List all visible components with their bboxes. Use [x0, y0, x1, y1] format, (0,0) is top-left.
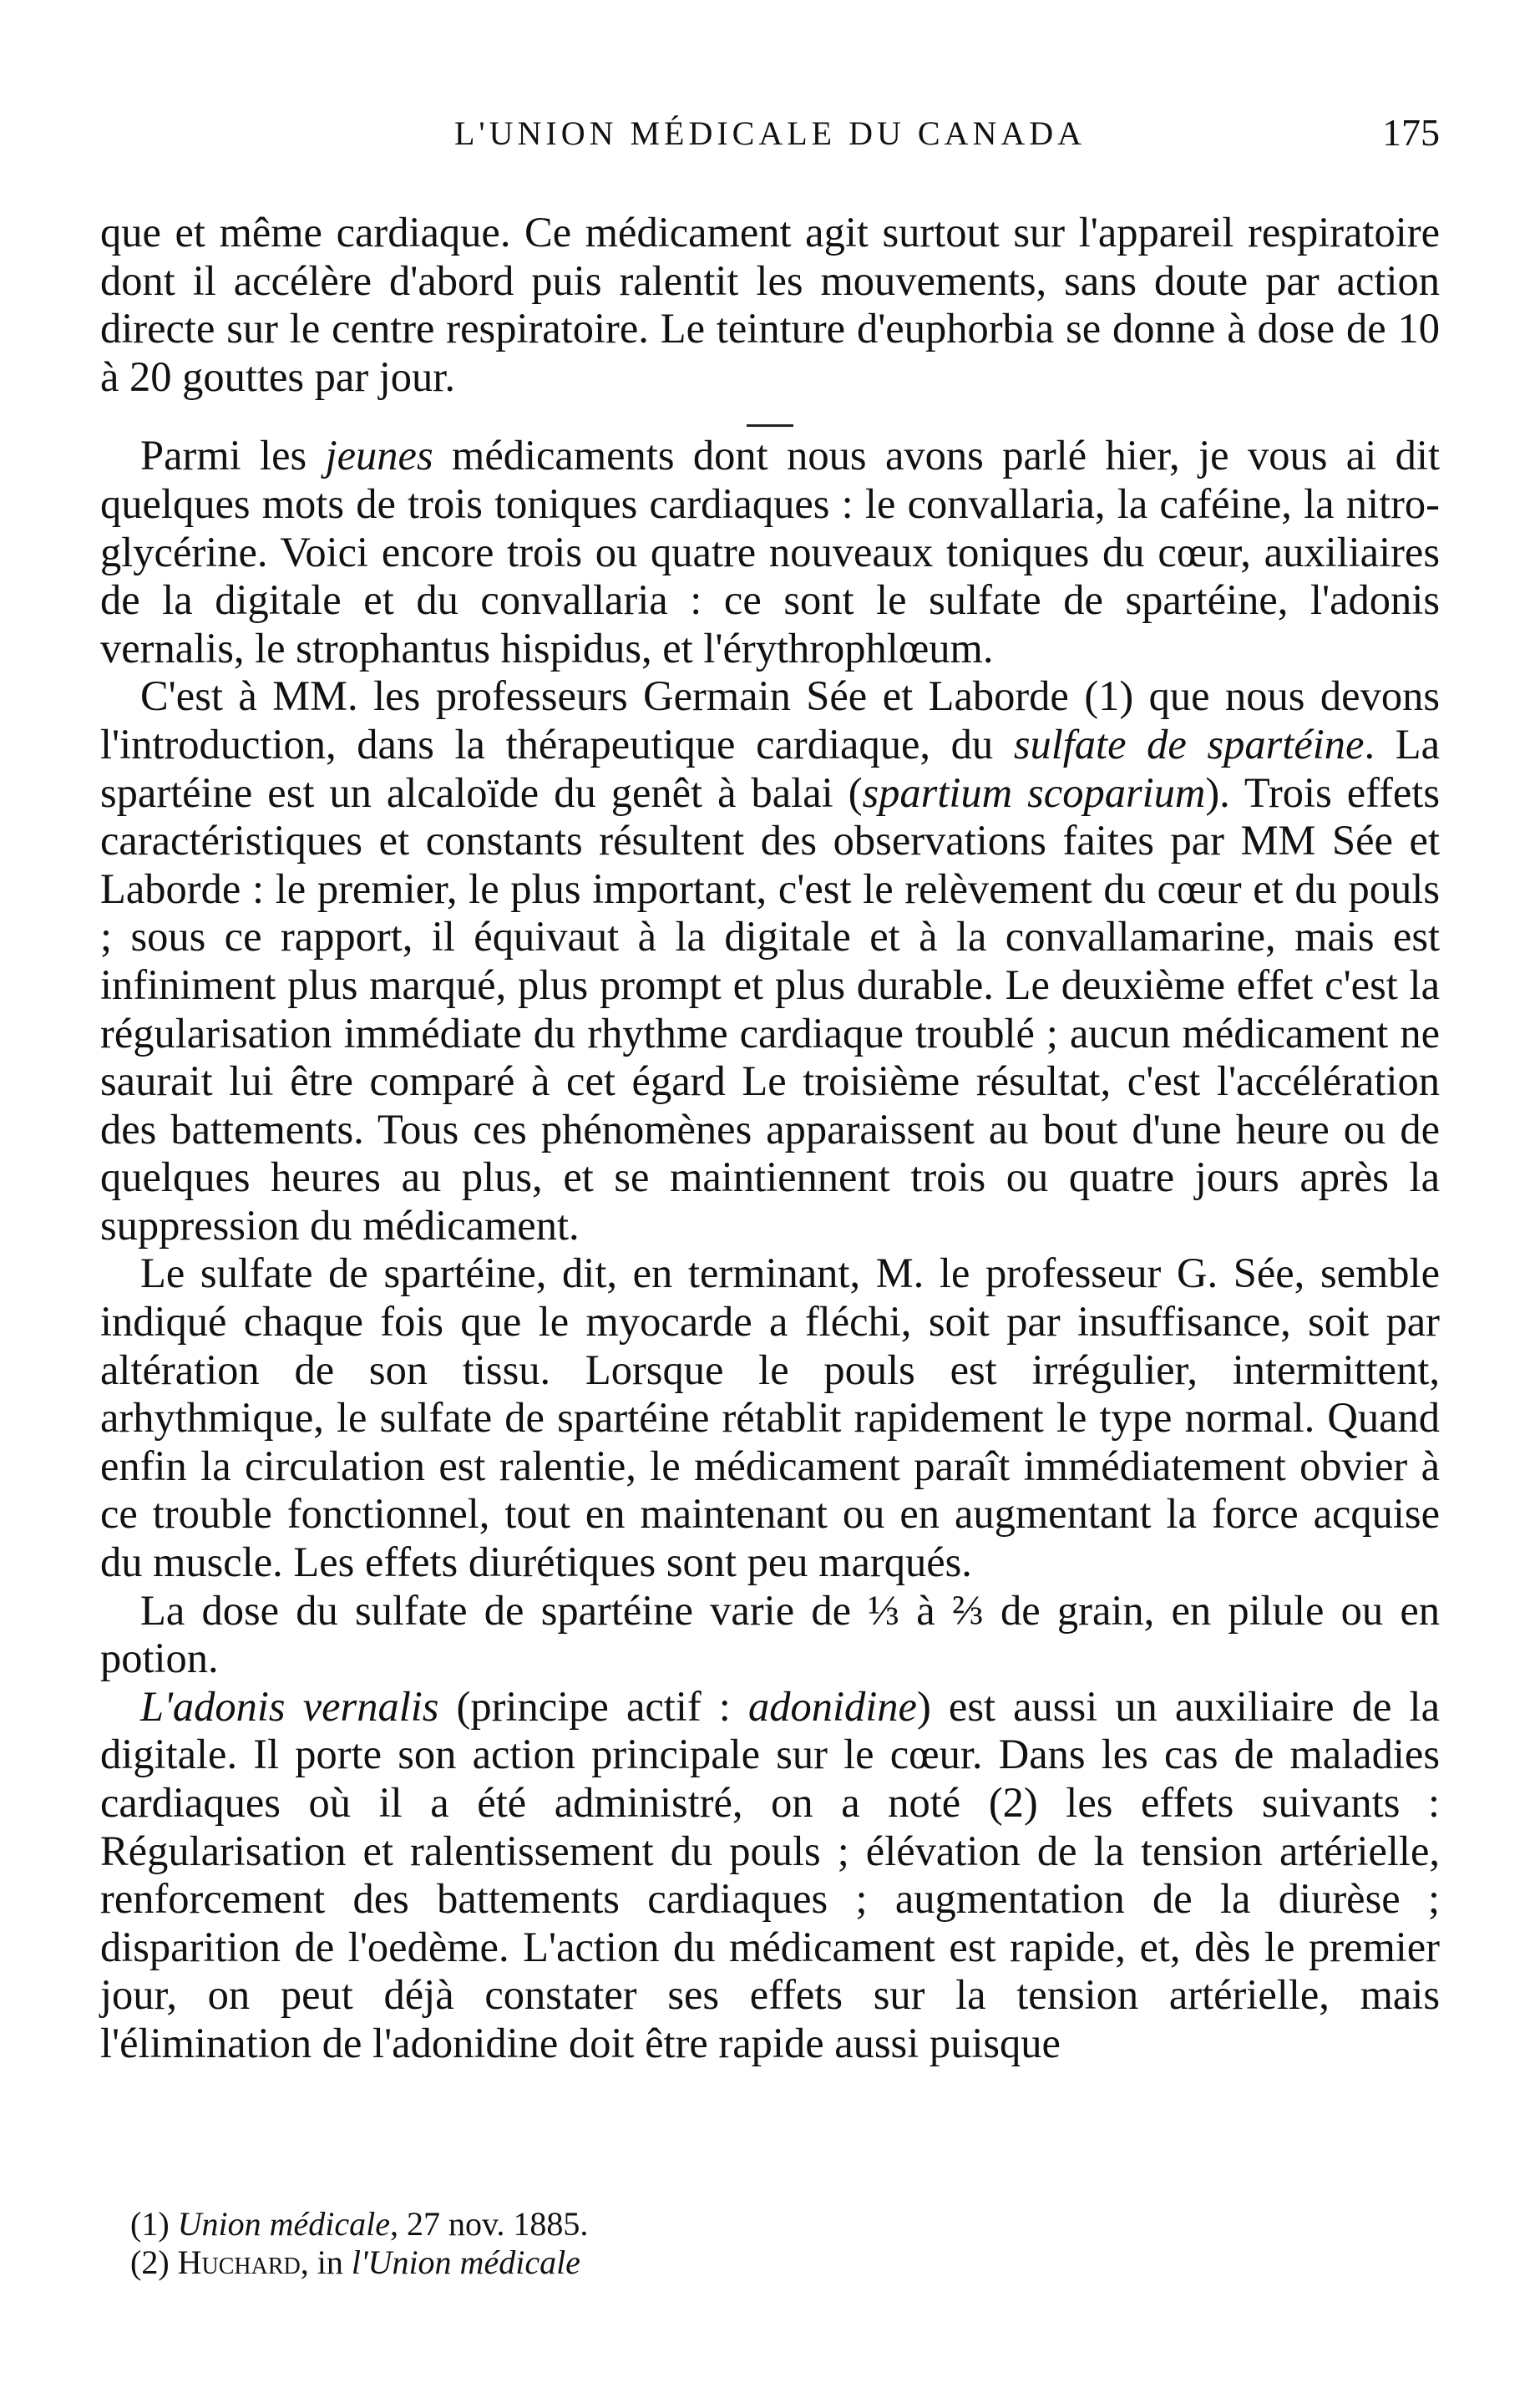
italic-text: adonidine — [747, 1682, 917, 1730]
page-number: 175 — [1382, 111, 1440, 154]
italic-text: l'Union médicale — [351, 2243, 580, 2281]
paragraph-adonis — [100, 1683, 1440, 2068]
text-run: . La spartéine est un alcaloïde du genêt à balai ( — [100, 720, 1440, 816]
paragraph-sparteine-dose — [100, 1587, 1440, 1683]
paragraph-euphorbia — [100, 209, 1440, 401]
footnotes — [130, 2205, 1433, 2282]
text-run: ) est aussi un auxiliaire de la digitale. Il porte son action principale sur le cœur. Dans les cas de maladies cardiaques où il a été administré, on a noté (2) les effets suivants : Régularisation et ralentissement du pouls ; élévation de la tension artérielle, renforcement des battements cardiaques ; augmentation de la diurèse ; disparition de l'oedème. L'action du médicament est rapide, et, dès le premier jour, on peut déjà constater ses effets sur la tension artérielle, mais l'élimination de l'adonidine doit être rapide aussi puisque — [100, 1682, 1440, 2066]
small-caps-text: Huchard — [177, 2243, 301, 2281]
italic-text: sulfate de spartéine — [1013, 720, 1365, 768]
footnote-2 — [130, 2243, 1433, 2282]
footnote-1 — [130, 2205, 1433, 2243]
section-separator — [747, 424, 793, 427]
text-run: Parmi les — [140, 432, 326, 479]
footnote-number: (2) — [130, 2243, 178, 2281]
text-run: , in — [300, 2243, 352, 2281]
paragraph-new-tonics — [100, 432, 1440, 672]
text-run: Le sulfate de spartéine, dit, en terminant, M. le professeur G. Sée, semble indiqué chaque fois que le myocarde a fléchi, soit par insuffisance, soit par altération de son tissu. Lorsque le pouls est irrégulier, intermittent, arhythmique, le sulfate de spartéine rétablit rapidement le type normal. Quand enfin la circulation est ralentie, le médicament paraît immédiatement obvier à ce trouble fonctionnel, tout en maintenant ou en augmentant la force acquise du muscle. Les effets diurétiques sont peu marqués. — [100, 1250, 1440, 1586]
italic-text: spartium scoparium — [862, 768, 1206, 816]
footnote-number: (1) — [130, 2205, 178, 2243]
running-head — [100, 111, 1440, 164]
journal-title: L'UNION MÉDICALE DU CANADA — [453, 114, 1087, 152]
text-run: , 27 nov. 1885. — [390, 2205, 589, 2243]
paragraph-sparteine-indications — [100, 1250, 1440, 1586]
italic-text: Union médicale — [177, 2205, 391, 2243]
text-run: médicaments dont nous avons parlé hier, je vous ai dit quelques mots de trois toniques cardiaques : le convallaria, la caféine, la nitro-glycérine. Voici encore trois ou quatre nouveaux toniques du cœur, auxiliaires de la digitale et du convallaria : ce sont le sulfate de spartéine, l'adonis vernalis, le strophantus hispidus, et l'érythrophlœum. — [100, 432, 1440, 672]
italic-text: jeunes — [325, 432, 433, 479]
italic-text: L'adonis vernalis — [140, 1682, 439, 1730]
text-run: C'est à MM. les professeurs Germain Sée et Laborde (1) que nous devons l'introduction, dans la thérapeutique cardiaque, du — [100, 672, 1440, 768]
text-run: que et même cardiaque. Ce médicament agit surtout sur l'appareil respiratoire dont il accélère d'abord puis ralentit les mouvements, sans doute par action directe sur le centre respiratoire. Le teinture d'euphorbia se donne à dose de 10 à 20 gouttes par jour. — [100, 209, 1440, 400]
paragraph-sparteine — [100, 672, 1440, 1250]
body-text — [100, 209, 1440, 2068]
text-run: La dose du sulfate de spartéine varie de ⅓ à ⅔ de grain, en pilule ou en potion. — [100, 1586, 1440, 1682]
text-run: ). Trois effets caractéristiques et constants résultent des observations faites par MM Sée et Laborde : le premier, le plus important, c'est le relèvement du cœur et du pouls ; sous ce rapport, il équivaut à la digitale et à la convallamarine, mais est infiniment plus marqué, plus prompt et plus durable. Le deuxième effet c'est la régularisation immédiate du rhythme cardiaque troublé ; aucun médicament ne saurait lui être comparé à cet égard Le troisième résultat, c'est l'accélération des battements. Tous ces phénomènes apparaissent au bout d'une heure ou de quelques heures au plus, et se maintiennent trois ou quatre jours après la suppression du médicament. — [100, 768, 1440, 1249]
text-run: (principe actif : — [438, 1682, 748, 1730]
